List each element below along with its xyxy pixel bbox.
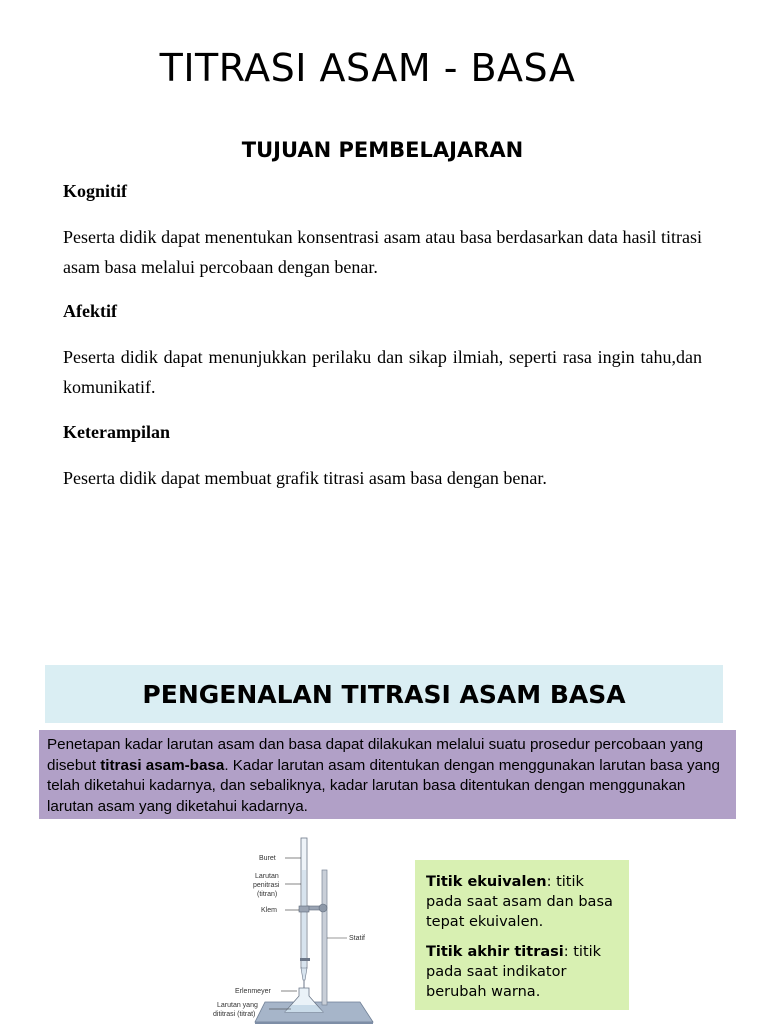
- page-title: TITRASI ASAM - BASA: [159, 46, 576, 90]
- label-larutan-yang: Larutan yang: [217, 1002, 258, 1009]
- label-titrat: dititrasi (titrat): [213, 1011, 256, 1018]
- section-title: PENGENALAN TITRASI ASAM BASA: [142, 679, 626, 709]
- buret-solution: [302, 870, 306, 968]
- label-klem: Klem: [261, 907, 277, 914]
- objective-heading-keterampilan: Keterampilan: [63, 422, 170, 442]
- titration-apparatus-illustration: [205, 830, 405, 1024]
- objective-text-keterampilan: Peserta didik dapat membuat grafik titrasi asam basa dengan benar.: [63, 468, 547, 488]
- objective-heading-afektif: Afektif: [63, 301, 117, 321]
- definition-text: : titik pada saat indikator berubah warna.: [426, 944, 602, 1000]
- titration-apparatus-figure: [205, 830, 405, 1024]
- definition-item: [426, 872, 619, 932]
- intro-paragraph: [39, 730, 736, 819]
- intro-term-bold: titrasi asam-basa: [100, 756, 225, 774]
- buret-tip: [301, 968, 307, 980]
- objective-text-kognitif: Peserta didik dapat menentukan konsentrasi asam atau basa berdasarkan data hasil titrasi asam basa melalui percobaan dengan benar.: [63, 227, 702, 277]
- label-statif: Statif: [349, 935, 365, 942]
- definition-term: Titik ekuivalen: [426, 874, 547, 890]
- definition-text: : titik pada saat asam dan basa tepat ekuivalen.: [426, 874, 613, 930]
- section-title-band: [45, 665, 723, 723]
- label-titran: (titran): [257, 891, 278, 898]
- label-buret: Buret: [259, 855, 276, 862]
- label-penitrasi: penitrasi: [253, 882, 280, 889]
- definition-item: [426, 942, 619, 1002]
- definition-term: Titik akhir titrasi: [426, 944, 564, 960]
- objective-text-afektif: Peserta didik dapat menunjukkan perilaku dan sikap ilmiah, seperti rasa ingin tahu,dan komunikatif.: [63, 347, 702, 397]
- clamp-knob: [319, 904, 327, 912]
- buret-stopcock: [300, 958, 310, 961]
- intro-text-start: Penetapan kadar larutan asam dan basa dapat dilakukan melalui suatu prosedur percobaan yang disebut: [47, 736, 704, 774]
- objective-heading-kognitif: Kognitif: [63, 181, 128, 201]
- definitions-box: [415, 860, 629, 1010]
- clamp-jaw: [299, 906, 309, 912]
- intro-text-end: . Kadar larutan asam ditentukan dengan menggunakan larutan basa yang telah diketahui kadarnya, dan sebaliknya, kadar larutan basa ditentukan dengan menggunakan larutan asam yang diketahui kadarnya.: [47, 756, 720, 815]
- stand-rod: [322, 870, 327, 1005]
- label-erlenmeyer: Erlenmeyer: [235, 988, 271, 995]
- section-subtitle: TUJUAN PEMBELAJARAN: [241, 138, 524, 162]
- label-larutan: Larutan: [255, 873, 279, 880]
